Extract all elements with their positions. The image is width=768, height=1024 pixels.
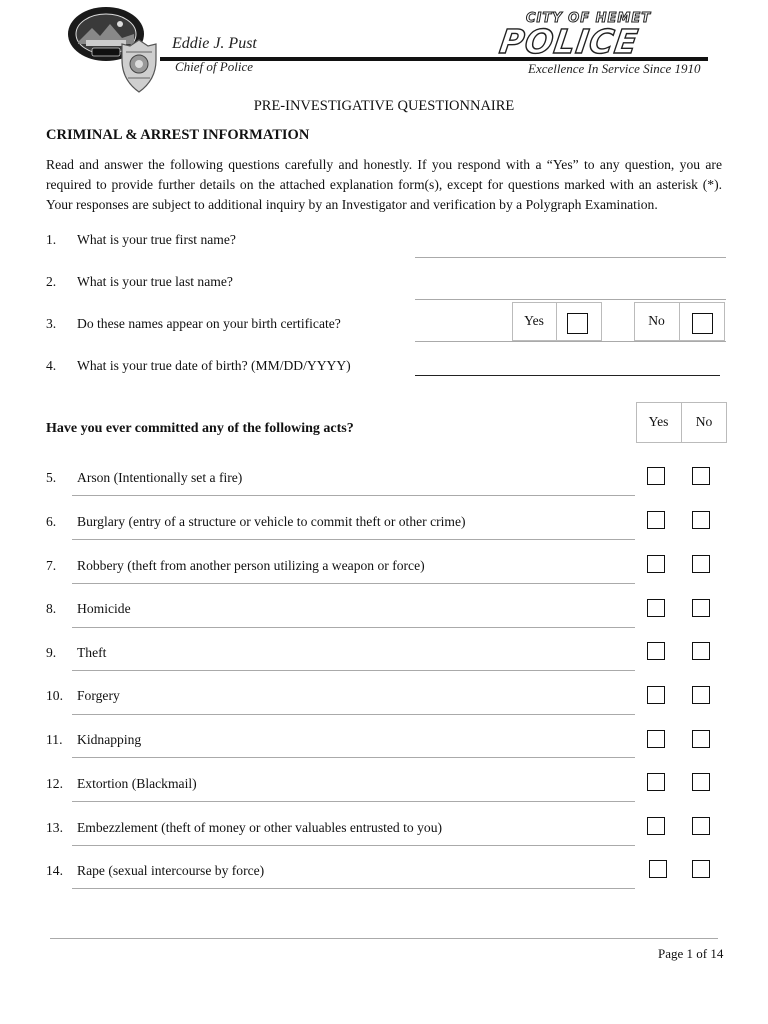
act-no-checkbox[interactable] [692, 467, 710, 485]
logo-police-text: POLICE [497, 22, 642, 61]
date-of-birth-field[interactable] [415, 375, 720, 376]
intro-paragraph: Read and answer the following questions carefully and honestly. If you respond with a “Yes” to any question, you are required to provide further details on the attached explanation form(s), except for questions marked with an asterisk (*). Your responses are subject to additional inquiry by an Investigator and verification by a Polygraph Examination. [46, 157, 722, 212]
act-yes-checkbox[interactable] [647, 730, 665, 748]
act-yes-checkbox[interactable] [647, 773, 665, 791]
act-no-checkbox[interactable] [692, 773, 710, 791]
act-yes-checkbox[interactable] [647, 642, 665, 660]
act-no-checkbox[interactable] [692, 817, 710, 835]
last-name-field[interactable] [415, 299, 726, 300]
row-line [72, 757, 635, 758]
act-number: 6. [46, 514, 57, 529]
q3-yes-label: Yes [524, 313, 544, 328]
act-number: 11. [46, 732, 63, 747]
q3-no-checkbox[interactable] [692, 313, 713, 334]
first-name-field[interactable] [415, 257, 726, 258]
act-text: Theft [77, 645, 107, 660]
act-number: 5. [46, 470, 57, 485]
row-line [72, 845, 635, 846]
row-line [72, 670, 635, 671]
row-line [72, 801, 635, 802]
act-text: Embezzlement (theft of money or other valuables entrusted to you) [77, 820, 443, 835]
act-number: 10. [46, 688, 63, 703]
footer-rule [50, 938, 718, 939]
acts-section-title: Have you ever committed any of the following acts? [46, 421, 354, 436]
row-line [72, 495, 635, 496]
act-no-checkbox[interactable] [692, 642, 710, 660]
act-text: Arson (Intentionally set a fire) [77, 470, 243, 485]
act-text: Homicide [77, 601, 131, 616]
act-text: Robbery (theft from another person utilizing a weapon or force) [77, 558, 425, 573]
question-text: What is your true date of birth? (MM/DD/YYYY) [77, 358, 351, 373]
act-number: 13. [46, 820, 63, 835]
chief-title: Chief of Police [175, 59, 253, 74]
act-text: Kidnapping [77, 732, 142, 747]
act-yes-checkbox[interactable] [647, 599, 665, 617]
question-text: What is your true first name? [77, 232, 236, 247]
act-yes-checkbox[interactable] [647, 555, 665, 573]
row-line [72, 888, 635, 889]
logo-city-text: CITY OF HEMET [526, 11, 652, 26]
tagline: Excellence In Service Since 1910 [528, 61, 701, 76]
police-badge-logo [118, 38, 160, 94]
act-number: 12. [46, 776, 63, 791]
row-line [72, 539, 635, 540]
q3-yes-checkbox[interactable] [567, 313, 588, 334]
act-text: Burglary (entry of a structure or vehicle to commit theft or other crime) [77, 514, 466, 529]
q3-no-label: No [648, 313, 665, 328]
act-no-checkbox[interactable] [692, 686, 710, 704]
cell-divider [556, 302, 557, 341]
act-yes-checkbox[interactable] [647, 467, 665, 485]
acts-yes-header: Yes [648, 414, 669, 429]
act-no-checkbox[interactable] [692, 730, 710, 748]
act-no-checkbox[interactable] [692, 555, 710, 573]
act-text: Rape (sexual intercourse by force) [77, 863, 265, 878]
act-no-checkbox[interactable] [692, 511, 710, 529]
row-line [72, 583, 635, 584]
act-yes-checkbox[interactable] [647, 817, 665, 835]
act-text: Forgery [77, 688, 120, 703]
act-number: 8. [46, 601, 57, 616]
act-yes-checkbox[interactable] [649, 860, 667, 878]
question-text: Do these names appear on your birth certificate? [77, 316, 341, 331]
cell-divider [679, 302, 680, 341]
section-title: CRIMINAL & ARREST INFORMATION [46, 127, 310, 143]
act-number: 7. [46, 558, 57, 573]
act-no-checkbox[interactable] [692, 599, 710, 617]
act-number: 14. [46, 863, 63, 878]
question-number: 3. [46, 316, 57, 331]
act-yes-checkbox[interactable] [647, 686, 665, 704]
acts-no-header: No [695, 414, 713, 429]
question-number: 1. [46, 232, 57, 247]
act-yes-checkbox[interactable] [647, 511, 665, 529]
q3-underline [415, 341, 726, 342]
act-text: Extortion (Blackmail) [77, 776, 197, 791]
question-number: 4. [46, 358, 57, 373]
question-number: 2. [46, 274, 57, 289]
document-title: PRE-INVESTIGATIVE QUESTIONNAIRE [253, 98, 515, 114]
act-number: 9. [46, 645, 57, 660]
act-no-checkbox[interactable] [692, 860, 710, 878]
question-text: What is your true last name? [77, 274, 233, 289]
row-line [72, 627, 635, 628]
row-line [72, 714, 635, 715]
chief-name: Eddie J. Pust [172, 35, 257, 52]
page-number: Page 1 of 14 [658, 946, 724, 961]
